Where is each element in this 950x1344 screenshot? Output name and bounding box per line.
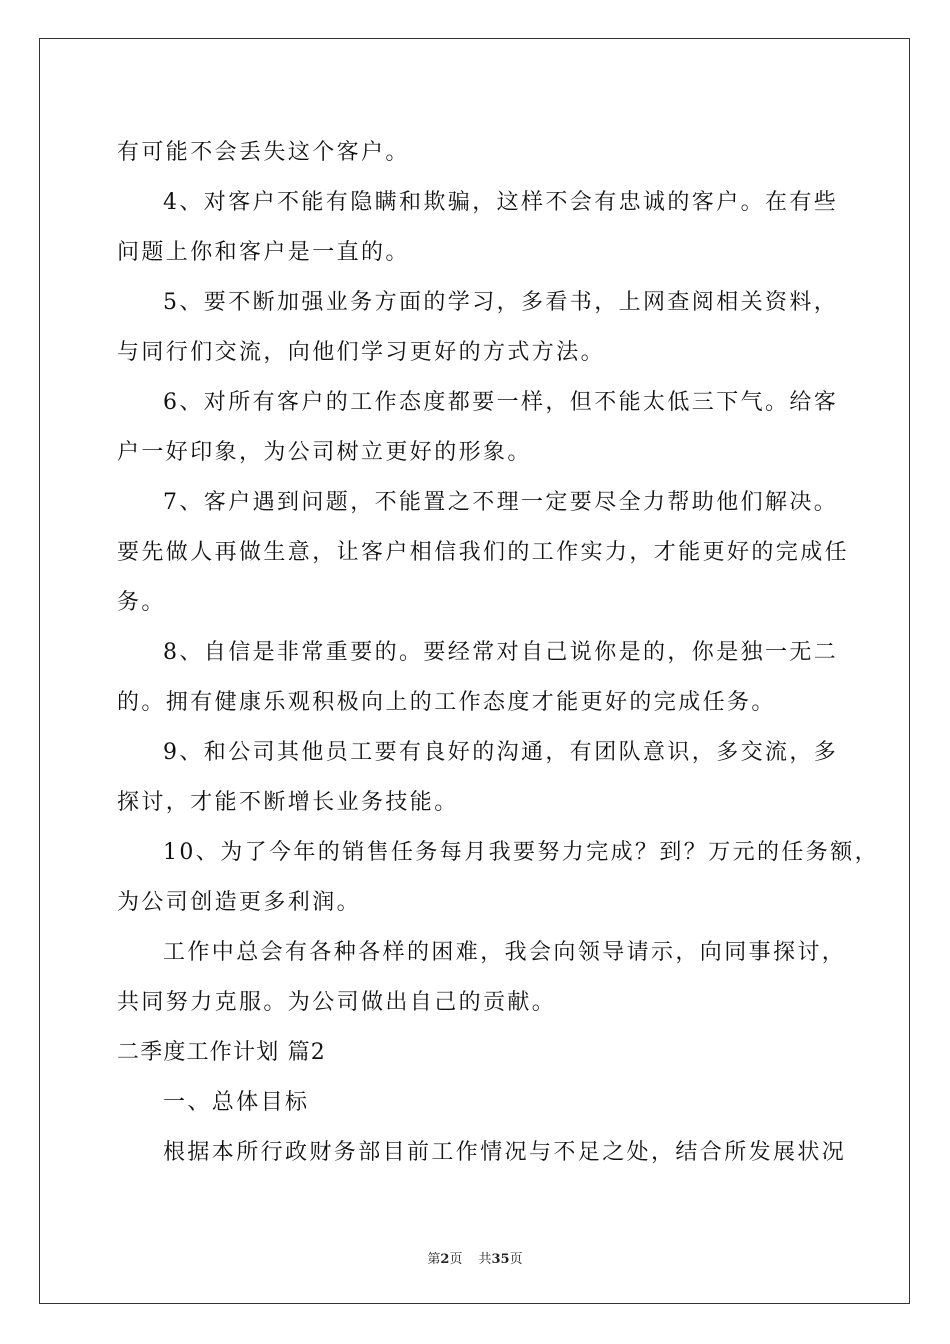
paragraph-line: 8、自信是非常重要的。要经常对自己说你是的，你是独一无二 bbox=[163, 640, 839, 665]
paragraph-line: 根据本所行政财务部目前工作情况与不足之处，结合所发展状况 bbox=[163, 1140, 847, 1165]
text-line: 有可能不会丢失这个客户。 bbox=[117, 140, 410, 165]
text-line: 的。拥有健康乐观积极向上的工作态度才能更好的完成任务。 bbox=[117, 690, 776, 715]
text-line: 问题上你和客户是一直的。 bbox=[117, 240, 410, 265]
paragraph-line: 工作中总会有各种各样的困难，我会向领导请示，向同事探讨， bbox=[163, 940, 847, 965]
paragraph-line: 7、客户遇到问题，不能置之不理一定要尽全力帮助他们解决。 bbox=[163, 490, 839, 515]
text-line: 探讨，才能不断增长业务技能。 bbox=[117, 790, 459, 815]
document-body bbox=[117, 128, 879, 1178]
page-footer bbox=[0, 1248, 950, 1267]
section-title: 二季度工作计划 篇2 bbox=[117, 1040, 326, 1065]
text-line: 户一好印象，为公司树立更好的形象。 bbox=[117, 440, 532, 465]
page-suffix: 页 bbox=[449, 1252, 463, 1267]
paragraph-line: 10、为了今年的销售任务每月我要努力完成？到？万元的任务额， bbox=[163, 840, 879, 865]
paragraph-line: 6、对所有客户的工作态度都要一样，但不能太低三下气。给客 bbox=[163, 390, 839, 415]
page-total: 35 bbox=[491, 1252, 510, 1267]
section-subtitle: 一、总体目标 bbox=[163, 1090, 310, 1115]
text-line: 务。 bbox=[117, 590, 166, 615]
paragraph-line: 5、要不断加强业务方面的学习，多看书，上网查阅相关资料， bbox=[163, 290, 839, 315]
paragraph-line: 9、和公司其他员工要有良好的沟通，有团队意识，多交流，多 bbox=[163, 740, 839, 765]
total-suffix: 页 bbox=[509, 1252, 523, 1267]
paragraph-line: 4、对客户不能有隐瞒和欺骗，这样不会有忠诚的客户。在有些 bbox=[163, 190, 839, 215]
page-current: 2 bbox=[440, 1252, 450, 1267]
text-line: 要先做人再做生意，让客户相信我们的工作实力，才能更好的完成任 bbox=[117, 540, 850, 565]
page-prefix: 第 bbox=[427, 1252, 441, 1267]
text-line: 共同努力克服。为公司做出自己的贡献。 bbox=[117, 990, 557, 1015]
text-line: 为公司创造更多利润。 bbox=[117, 890, 362, 915]
text-line: 与同行们交流，向他们学习更好的方式方法。 bbox=[117, 340, 606, 365]
total-prefix: 共 bbox=[478, 1252, 492, 1267]
